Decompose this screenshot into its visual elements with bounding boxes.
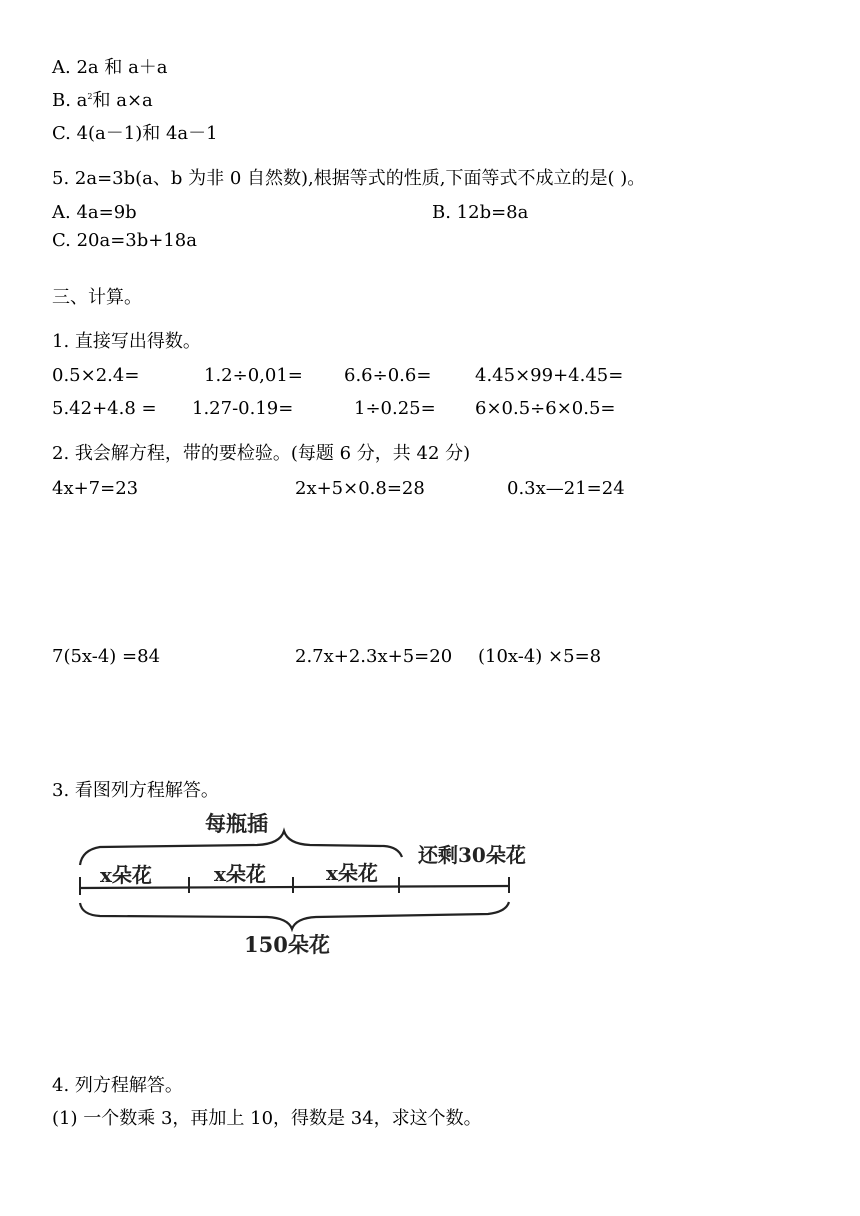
q2-eq1: 4x+7=23 bbox=[52, 478, 139, 499]
q1-r2-item4: 6×0.5÷6×0.5= bbox=[475, 398, 616, 419]
option-b bbox=[52, 92, 153, 110]
question-5-stem: 5. 2a=3b(a、b 为非 0 自然数),根据等式的性质,下面等式不成立的是( )。 bbox=[52, 168, 646, 189]
option-a: A. 2a 和 a＋a bbox=[52, 57, 168, 78]
remaining-label: 还剩30朵花 bbox=[418, 843, 526, 867]
segment-label-3: x朵花 bbox=[326, 861, 378, 885]
option-b-superscript: 2 bbox=[87, 92, 93, 101]
q1-r2-item3: 1÷0.25= bbox=[354, 398, 436, 419]
q2-eq5: 2.7x+2.3x+5=20 bbox=[295, 646, 453, 667]
q2-eq6: (10x-4) ×5=8 bbox=[478, 646, 602, 667]
question-5-option-a: A. 4a=9b bbox=[52, 202, 137, 223]
q2-eq3: 0.3x—21=24 bbox=[507, 478, 625, 499]
q1-r1-item3: 6.6÷0.6= bbox=[344, 365, 432, 386]
q4-title: 4. 列方程解答。 bbox=[52, 1075, 183, 1096]
q1-title: 1. 直接写出得数。 bbox=[52, 331, 201, 352]
top-label: 每瓶插 bbox=[205, 811, 268, 836]
q3-title: 3. 看图列方程解答。 bbox=[52, 780, 219, 801]
flower-diagram bbox=[52, 805, 557, 965]
q1-r2-item2: 1.27-0.19= bbox=[192, 398, 294, 419]
segment-label-1: x朵花 bbox=[100, 863, 152, 887]
section-heading: 三、计算。 bbox=[52, 287, 142, 308]
q2-eq2: 2x+5×0.8=28 bbox=[295, 478, 425, 499]
q1-r1-item1: 0.5×2.4= bbox=[52, 365, 140, 386]
q1-r2-item1: 5.42+4.8 = bbox=[52, 398, 157, 419]
question-5-option-b: B. 12b=8a bbox=[432, 202, 529, 223]
q1-r1-item2: 1.2÷0,01= bbox=[204, 365, 303, 386]
option-c: C. 4(a－1)和 4a－1 bbox=[52, 123, 218, 144]
q4-sub1: (1) 一个数乘 3，再加上 10，得数是 34，求这个数。 bbox=[52, 1108, 482, 1129]
q2-title: 2. 我会解方程，带的要检验。(每题 6 分，共 42 分) bbox=[52, 443, 471, 464]
q1-r1-item4: 4.45×99+4.45= bbox=[475, 365, 624, 386]
q2-eq4: 7(5x-4) =84 bbox=[52, 646, 161, 667]
option-b-prefix: B. a bbox=[52, 90, 88, 111]
question-5-option-c: C. 20a=3b+18a bbox=[52, 230, 197, 251]
option-b-suffix: 和 a×a bbox=[92, 90, 153, 111]
segment-label-2: x朵花 bbox=[214, 862, 266, 886]
total-label: 150朵花 bbox=[244, 932, 330, 957]
